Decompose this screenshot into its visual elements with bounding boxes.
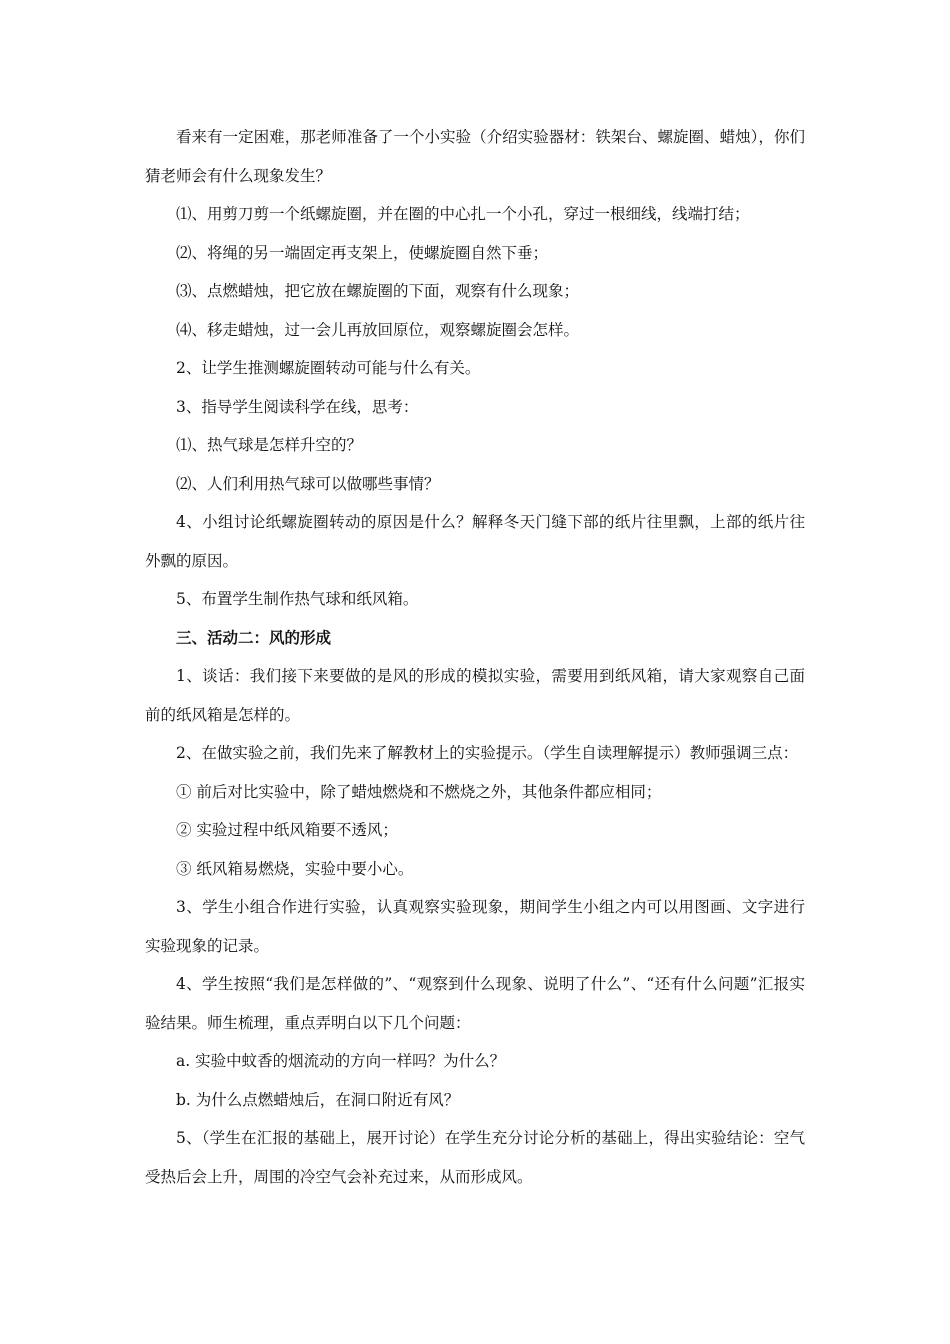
paragraph-step-2: ⑵、将绳的另一端固定再支架上，使螺旋圈自然下垂； — [176, 243, 549, 262]
paragraph-step-3: ⑶、点燃蜡烛，把它放在螺旋圈的下面，观察有什么现象； — [176, 282, 580, 300]
paragraph-activity-2-item-5: 5、（学生在汇报的基础上，展开讨论）在学生充分讨论分析的基础上，得出实验结论：空气受热后会上升，周围的冷空气会补充过来，从而形成风。 — [145, 1129, 805, 1186]
paragraph-activity-2-item-2: 2、在做实验之前，我们先来了解教材上的实验提示。（学生自读理解提示）教师强调三点： — [176, 744, 799, 762]
paragraph-activity-2-item-1: 1、谈话：我们接下来要做的是风的形成的模拟实验，需要用到纸风箱，请大家观察自己面前的纸风箱是怎样的。 — [145, 667, 805, 724]
paragraph-item-2: 2、让学生推测螺旋圈转动可能与什么有关。 — [176, 359, 481, 377]
paragraph-question-a: a. 实验中蚊香的烟流动的方向一样吗？为什么？ — [176, 1052, 506, 1070]
paragraph-item-5: 5、布置学生制作热气球和纸风箱。 — [176, 590, 419, 608]
paragraph-step-1: ⑴、用剪刀剪一个纸螺旋圈，并在圈的中心扎一个小孔，穿过一根细线，线端打结； — [176, 205, 750, 223]
paragraph-item-4: 4、小组讨论纸螺旋圈转动的原因是什么？解释冬天门缝下部的纸片往里飘，上部的纸片往外飘的原因。 — [145, 513, 805, 570]
document-body — [145, 118, 805, 1196]
paragraph-point-3: ③ 纸风箱易燃烧，实验中要小心。 — [176, 859, 414, 878]
paragraph-point-1: ① 前后对比实验中，除了蜡烛燃烧和不燃烧之外，其他条件都应相同； — [176, 782, 662, 801]
section-heading-activity-2: 三、活动二：风的形成 — [176, 627, 332, 647]
paragraph-activity-2-item-4: 4、学生按照“我们是怎样做的”、“观察到什么现象、说明了什么”、“还有什么问题”汇报实验结果。师生梳理，重点弄明白以下几个问题： — [145, 975, 805, 1032]
paragraph-question-b: b. 为什么点燃蜡烛后，在洞口附近有风？ — [176, 1090, 460, 1109]
paragraph-item-3: 3、指导学生阅读科学在线，思考： — [176, 397, 419, 416]
paragraph-point-2: ② 实验过程中纸风箱要不透风； — [176, 821, 398, 839]
paragraph-question-1: ⑴、热气球是怎样升空的？ — [176, 436, 363, 454]
paragraph-activity-2-item-3: 3、学生小组合作进行实验，认真观察实验现象，期间学生小组之内可以用图画、文字进行实验现象的记录。 — [145, 898, 805, 955]
paragraph-question-2: ⑵、人们利用热气球可以做哪些事情？ — [176, 474, 440, 493]
paragraph-step-4: ⑷、移走蜡烛，过一会儿再放回原位，观察螺旋圈会怎样。 — [176, 320, 580, 339]
paragraph-intro-experiment: 看来有一定困难，那老师准备了一个小实验（介绍实验器材：铁架台、螺旋圈、蜡烛），你们猜老师会有什么现象发生？ — [145, 128, 805, 185]
